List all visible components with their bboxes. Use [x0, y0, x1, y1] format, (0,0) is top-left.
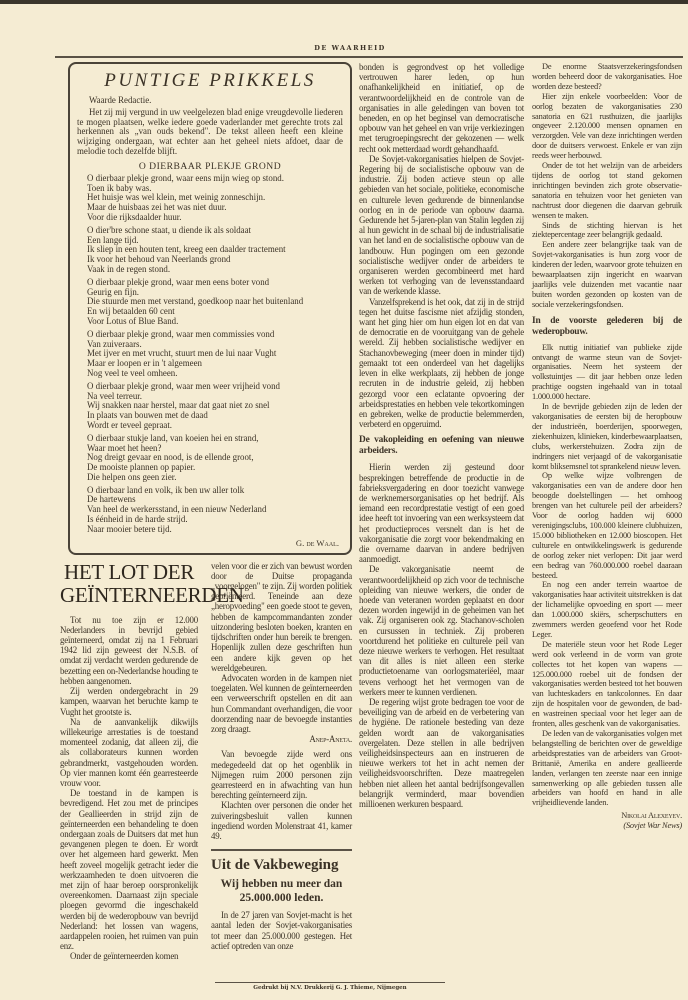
article-author: Nikolai Alexeyev.: [621, 811, 682, 821]
article-paragraph: Sinds de stichting hiervan is het ziektepercentage zeer belangrijk gedaald.: [532, 220, 682, 240]
article-paragraph: bonden is gegrondvest op het volledige vertrouwen harer leden, op hun onafhankelijkheid en initiatief, op de verantwoordelijkheid en de controle van de organisaties in alle geledingen van boven tot beneden, en op het beginsel van democratische opbouw van het geheel en van vrije verkiezingen met terugroepingsrecht der gekozenen — welk recht ook metterdaad wordt gehandhaafd.: [359, 62, 524, 154]
middle-column: [359, 62, 524, 809]
article-source: (Sovjet War News): [623, 821, 682, 831]
article-paragraph: In de 27 jaren van Sovjet-macht is het aantal leden der Sovjet-vakorganisaties tot meer dan 25.000.000 gestegen. Het actief optreden van onze: [211, 910, 352, 951]
poem-stanza: O dierbaar plekje grond, waar men weer vrijheid vond Na veel terreur. Wij snakken naar herstel, maar dat gaat niet zo snel In plaats van bouwen met de daad Wordt er teveel gepraat.: [87, 380, 280, 430]
lot-column-2: [211, 561, 352, 962]
poem-signature: G. de Waal.: [295, 537, 339, 548]
lot-article: [60, 561, 352, 962]
article-paragraph: De Sovjet-vakorganisaties hielpen de Sovjet-Regering bij de socialistische opbouw van de industrie. Zij boden actieve steun op alle gebieden van het sociale, politieke, economische en culturele leven gedurende de binnenlandse oorlog en in de periode van opbouw daarna. Gedurende het 5-jaren-plan van Stalin legden zij al hun gewicht in de schaal bij de industrialisatie van het land en de socialistische opbouw van de landbouw. Hun pogingen om een gezonde socialistische wedijver onder de arbeiders te organiseren werden gecombineerd met hard werken tot verhoging van de levensstandaard van de werkende klasse.: [359, 153, 524, 297]
header-rule: [55, 56, 683, 58]
article-paragraph: De leden van de vakorganisaties volgen met belangstelling de berichten over de geweldige arbeidsprestaties van de arbeiders van Groot-Brittanië, Amerika en andere geallieerde landen, verlangen ten zeerste naar een innige samenwerking op alle gebieden tussen alle arbeiders van hoofd en hand in alle vrijheidlievende landen.: [532, 729, 682, 808]
masthead: DE WAARHEID: [314, 44, 386, 52]
article-paragraph: Hier zijn enkele voorbeelden: Voor de oorlog bezaten de vakorganisaties 230 sanatoria en 621 rusthuizen, die jaarlijks ongeveer 2.120.000 mensen opnamen en verzorgden. Vele van deze inrichtingen werden door de duitsers verwoest. Enkele er van zijn reeds weer herbouwd.: [532, 91, 682, 161]
subheading: In de voorste gelederen bij de wederopbouw.: [532, 315, 682, 337]
article-paragraph: Zij werden ondergebracht in 29 kampen, waarvan het beruchte kamp te Vught het grootste is.: [60, 686, 198, 717]
footer-rule: [215, 982, 445, 983]
article-paragraph: Hierin werden zij gesteund door besprekingen betreffende de productie in de fabrieksvergadering en door toezicht vanwege de werknemersorganisaties op het bedrijf. Als iemand een recordprestatie vestigt of een goed idee heeft tot invoering van een werksysteem dat het productieproces versnelt dan is het de vakorganisatie die zorgt voor bekendmaking en die overname daarvan in andere bedrijven aanmoedigt.: [359, 462, 524, 565]
poem-stanza: O dierbaar plekje grond, waar eens mijn wieg op stond. Toen ik baby was. Het huisje was wel klein, met weinig zonneschijn. Maar de huisbaas zei het was niet duur. Voor die rijksdaalder huur.: [87, 172, 284, 222]
poem-stanza: O dier'bre schone staat, u diende ik als soldaat Een lange tijd. Ik sliep in een houten tent, kreeg een daalder tractement Ik voor het behoud van Neerlands grond Vaak in de regen stond.: [87, 224, 286, 274]
letter-intro: Het zij mij vergund in uw veelgelezen blad enige vreugdevolle liederen te mogen plaatsen, welke iedere goede vaderlander met gerechte trots zal herkennen als „van ouds bekend". De tekst alleen heeft een kleine wijziging ondergaan, wat echter aan het geheel niets afdoet, daar de melodie toch dezelfde blijft.: [77, 106, 343, 156]
article-paragraph: Van bevoegde zijde werd ons medegedeeld dat op het ogenblik in Nijmegen ruim 2000 personen zijn gearresteerd en in afwachting van hun berechting geïnterneerd zijn.: [211, 749, 352, 801]
section-rule: [211, 849, 352, 851]
right-column: [532, 62, 682, 831]
subheading: De vakopleiding en oefening van nieuwe arbeiders.: [359, 435, 524, 457]
article-paragraph: Elk nuttig initiatief van publieke zijde ontvangt de warme steun van de Sovjet-organisaties. Neem het systeem der volkstuintjes — dit jaar hebben onze leden prachtige oogsten ingehaald van in totaal 1.000.000 hectare.: [532, 342, 682, 402]
article-paragraph: De enorme Staatsverzekeringsfondsen worden beheerd door de vakorganisaties. Hoe worden deze besteed?: [532, 62, 682, 91]
poem-stanza: O dierbaar plekje grond, waar men eens boter vond Geurig en fijn. Die stuurde men met verstand, goedkoop naar het buitenland En wij betaalden 60 cent Voor Lotus of Blue Band.: [87, 276, 304, 326]
section-title: Uit de Vakbeweging: [211, 857, 339, 874]
article-paragraph: Vanzelfsprekend is het ook, dat zij in de strijd tegen het duitse fascisme niet afzijdig stonden, want het ging hier om hun eigen lot en dat van de democratie en de vooruitgang van de gehele wereld. Zij hebben socialistische wedijver en Stachanovbeweging (meer doen in minder tijd) gemaakt tot een onderdeel van het dagelijks leven in elke werkplaats, zij hebben de jonge recruten in de industrie geleid, zij hebben gezorgd voor een eclatante opvoering der arbeidsprestaties en hebben vele tekortkomingen en gebreken, welke de productie belemmerden, verbeterd en opgeruimd.: [359, 296, 524, 430]
article-paragraph: Klachten over personen die onder het zuiveringsbesluit vallen kunnen ingediend worden Molenstraat 41, kamer 49.: [211, 800, 352, 841]
lot-column-1: [60, 559, 244, 962]
article-paragraph: Na de aanvankelijk dikwijls willekeurige arrestaties is de toestand momenteel zodanig, dat alleen zij, die als collaborateurs kunnen worden gebrandmerkt, vastgehouden worden. Op vier mannen komt één gearresteerde vrouw voor.: [60, 716, 198, 788]
article-paragraph: De regering wijst grote bedragen toe voor de beveiliging van de arbeid en de verbetering van de hygiëne. De rationele besteding van deze gelden wordt aan de vakorganisaties overgelaten. Deze stellen in alle bedrijven veiligheidsinspecteurs aan en instrueren de nieuwe werkers tot het in acht nemen der veiligheidsvoorschriften. Deze maatregelen hebben niet alleen het aantal bedrijfsongevallen belangrijk verminderd, maar bovendien millioenen werkuren bespaard.: [359, 696, 524, 810]
article-paragraph: Een andere zeer belangrijke taak van de Sovjet-vakorganisaties is hun zorg voor de kinderen der leden, waarvoor grote tehuizen en bewaarplaatsen zijn ingericht en waarvan jaarlijks vele duizenden met vacantie naar buiten worden gezonden op kosten van de sociale verzekeringsfondsen.: [532, 240, 682, 309]
letter-body: [77, 96, 343, 548]
article-paragraph: Advocaten worden in de kampen niet toegelaten. Wel kunnen de geïnterneerden een verweerschrift opstellen en dit aan hun Commandant overhandigen, die voor doorzending naar de bevoegde instanties zorg draagt.: [211, 672, 352, 734]
poem-stanza: O dierbaar plekje grond, waar men commissies vond Van zuiveraars. Met ijver en met vrucht, stuurt men de lui naar Vught Maar er loopen er in 't algemeen Nog veel te veel omheen.: [87, 328, 277, 378]
article-paragraph: De materiële steun voor het Rode Leger werd ook verleend in de vorm van grote collectes tot het kopen van wapens — 125.000.000 roebel uit de fondsen der vakorganisaties werden besteed tot het bouwen van luchteskaders en tankcolonnes. En daar zijn de hospitalen voor de gewonden, de bad- en wastreinen speciaal voor het leger aan de fronten, alles geschenk van de vakorganisaties.: [532, 639, 682, 729]
article-paragraph: Op welke wijze volbrengen de vakorganisaties een van de andere door hen beoogde doelstellingen — het omhoog brengen van het culturele peil der arbeiders? Voor de oorlog hadden wij 6000 verenigingsclubs, 100.000 kleinere clubhuizen, 15.000 bibliotheken en 12.000 bioscopen. Het culturele en ontwikkelingswerk is gedurende de oorlog zeker niet verlopen: Dit jaar werd een bedrag van 760.000.000 roebel daaraan besteed.: [532, 471, 682, 580]
article-paragraph: De toestand in de kampen is bevredigend. Het zou met de principes der Geallieerden in strijd zijn de geïnterneerden een behandeling te doen ondergaan zoals de Duitsers dat met hun gevangenen plegen te doen. Er wordt over het algemeen hard gewerkt. Men heeft zoveel mogelijk getracht ieder die werkzaamheden te doen uitvoeren die met zijn of haar beroep oorspronkelijk overeenkomen. Daarnaast zijn speciale ploegen gevormd die ingeschakeld werden bij de wederopbouw van bevrijd Nederland: het lossen van wagens, aardappelen rooien, het ruimen van puin enz.: [60, 788, 198, 952]
left-region: [60, 62, 352, 962]
printer-imprint: Gedrukt bij N.V. Drukkerij G. J. Thieme, Nijmegen: [253, 985, 407, 991]
article-paragraph: Onder de tot het welzijn van de arbeiders tijdens de oorlog tot stand gekomen inrichtingen bevinden zich grote observatie-sanatoria en tehuizen voor het genieten van nachtrust door diegenen die daarvan gebruik wensen te maken.: [532, 161, 682, 220]
article-paragraph: Onder de geïnterneerden komen: [70, 951, 179, 962]
article-paragraph: Tot nu toe zijn er 12.000 Nederlanders in bevrijd gebied geïnterneerd, omdat zij na 1 Februari 1942 lid zijn geweest der N.S.B. of omdat zij verdacht werden gedurende de bezetting een on-Nederlandse houding te hebben aangenomen.: [60, 614, 198, 686]
poem-stanza: O dierbaar land en volk, ik ben uw aller tolk De hartewens Van heel de werkersstand, in een nieuw Nederland Is éénheid in de harde strijd. Naar mooier betere tijd.: [87, 484, 267, 534]
letter-greeting: Waarde Redactie.: [89, 95, 152, 105]
article-signature: Anep-Aneta.: [309, 734, 352, 745]
box-title: PUNTIGE PRIKKELS: [104, 70, 316, 91]
article-paragraph: In de bevrijde gebieden zijn de leden der vakorganisaties de eersten bij de heropbouw der industrieën, boerderijen, spoorwegen, ziekenhuizen, klinieken, kinderbewaarplaatsen, clubs, werkerstehuizen. Zodra zijn de indringers niet verjaagd of de vakorganisatie komt bliksemsnel tot sprankelend nieuw leven.: [532, 402, 682, 471]
lot-headline: HET LOT DER GEÏNTERNEERDEN: [60, 559, 244, 607]
article-paragraph: De vakorganisatie neemt de verantwoordelijkheid op zich voor de technische opleiding van nieuwe werkers, die onder de hoede van veteranen worden geplaatst en door dezen worden ingewijd in de geheimen van het vak. Zij organiseren ook zg. Stachanov-scholen en cursussen in techniek. Zij proberen voortdurend het politieke en culturele peil van deze nieuwe werkers te verhogen. Het resultaat van dit alles is niet alleen een sterke productietoename van oorlogsmateriëel, maar tevens verhoogt het het vermogen van de werkers meer te kunnen verdienen.: [359, 564, 524, 697]
poem-stanza: O dierbaar stukje land, van koeien hei en strand, Waar moet het heen? Nog dreigt gevaar en nood, is de ellende groot, De mooiste plannen op papier. Die helpen ons geen zier.: [87, 432, 259, 482]
puntige-prikkels-box: [68, 62, 352, 555]
article-paragraph: velen voor die er zich van bewust worden door de Duitse propaganda „voorgelogen" te zijn. Zij worden politiek georiënteerd. Teneinde aan deze „heropvoeding" een goede stoot te geven, hebben de kampcommandanten zonder uitzondering besloten boeken, kranten en tijdschriften onder hun bereik te brengen. Hopenlijk zullen deze geschriften hun een andere kijk geven op het wereldgebeuren.: [211, 560, 352, 673]
vakbeweging-headline: Wij hebben nu meer dan 25.000.000 leden.: [220, 878, 343, 905]
poem-title: O DIERBAAR PLEKJE GROND: [138, 160, 282, 172]
scan-top-edge: [0, 0, 688, 4]
article-paragraph: En nog een ander terrein waartoe de vakorganisaties haar activiteit uitstrekken is dat der lichamelijke opvoeding en sport — meer dan 1.000.000 skiërs, scherpschutters en zwemmers werden geoefend voor het Rode Leger.: [532, 580, 682, 639]
